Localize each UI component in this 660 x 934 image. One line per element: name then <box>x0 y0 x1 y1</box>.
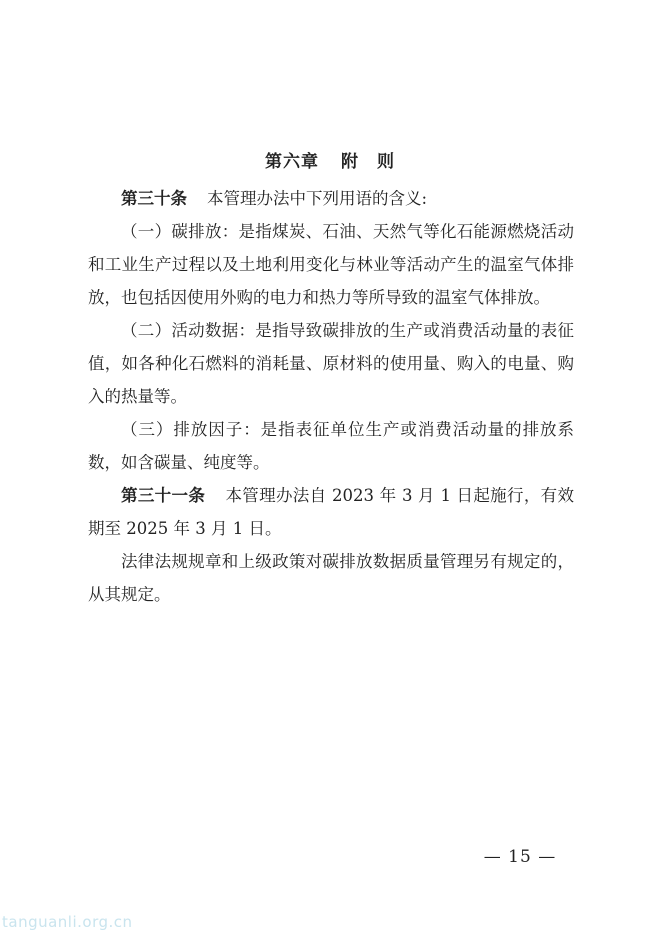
closing-paragraph: 法律法规规章和上级政策对碳排放数据质量管理另有规定的，从其规定。 <box>88 552 574 604</box>
chapter-number: 第六章 <box>265 152 319 172</box>
watermark-text: tanguanli.org.cn <box>2 913 133 931</box>
article-31 <box>88 479 574 545</box>
article-31-lead: 本管理办法自 2023 年 3 月 1 日起施行，有效期至 2025 年 3 月 1 日。 <box>88 486 574 538</box>
definition-emission-factor: （三）排放因子：是指表征单位生产或消费活动量的排放系数，如含碳量、纯度等。 <box>88 420 574 472</box>
chapter-name: 附 则 <box>341 152 395 172</box>
article-30-number: 第三十条 <box>121 189 187 208</box>
page-number: — 15 — <box>483 847 557 867</box>
definition-carbon-emission: （一）碳排放：是指煤炭、石油、天然气等化石能源燃烧活动和工业生产过程以及土地利用变化与林业等活动产生的温室气体排放，也包括因使用外购的电力和热力等所导致的温室气体排放。 <box>88 222 574 307</box>
article-31-number: 第三十一条 <box>121 486 206 505</box>
definition-activity-data: （二）活动数据：是指导致碳排放的生产或消费活动量的表征值，如各种化石燃料的消耗量、原材料的使用量、购入的电量、购入的热量等。 <box>88 321 574 406</box>
article-30 <box>88 182 574 215</box>
document-body <box>88 182 574 611</box>
article-30-lead: 本管理办法中下列用语的含义: <box>207 189 428 208</box>
chapter-title <box>0 147 660 172</box>
